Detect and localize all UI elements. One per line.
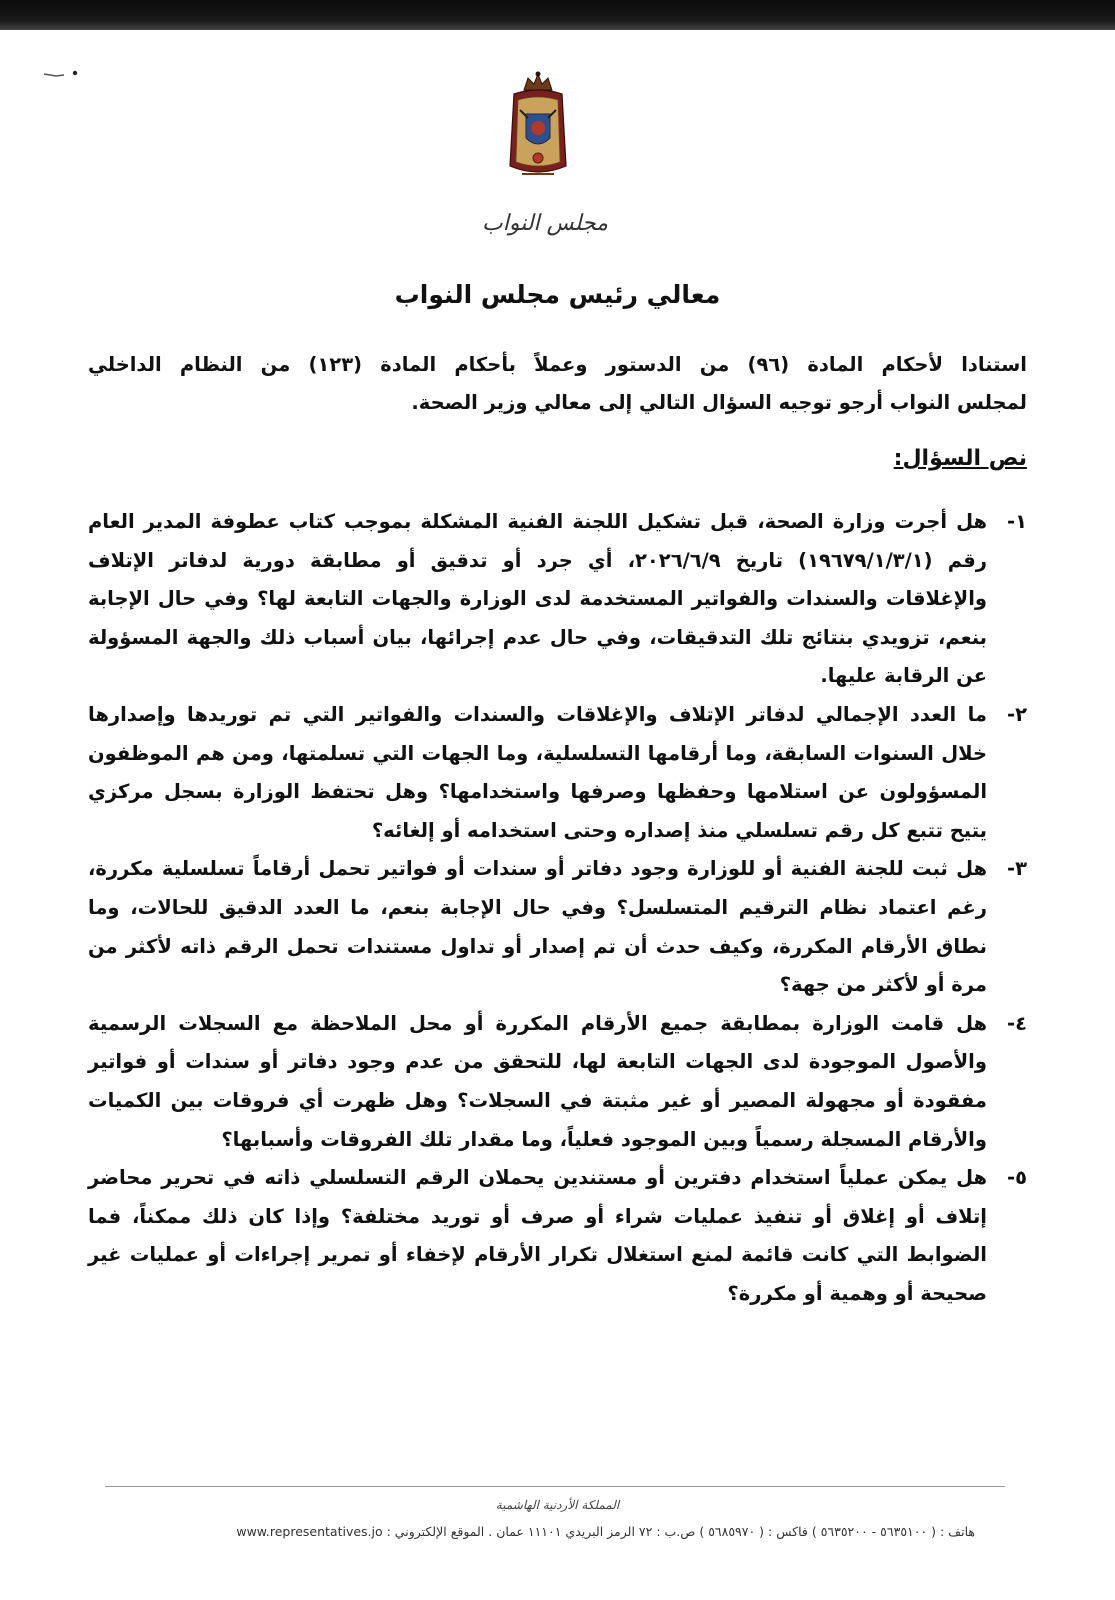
scan-speck-icon — [42, 70, 82, 78]
parliament-logo — [482, 200, 608, 244]
question-text: ما العدد الإجمالي لدفاتر الإتلاف والإغلاقات والسندات والفواتير التي تم توريدها وإصدارها خلال السنوات السابقة، وما أرقامها التسلسلية، وما الجهات التي تسلمتها، ومن هم الموظفون المسؤولون عن استلامها وحفظها وصرفها واستخدامها؟ وهل تحتفظ الوزارة بسجل مركزي يتيح تتبع كل رقم تسلسلي منذ إصداره وحتى استخدامه أو إلغائه؟ — [88, 702, 987, 842]
question-text: هل ثبت للجنة الفنية أو للوزارة وجود دفاتر أو سندات أو فواتير تحمل أرقاماً تسلسلية مكررة، رغم اعتماد نظام الترقيم المتسلسل؟ وفي حال الإجابة بنعم، ما العدد الدقيق للحالات، وما نطاق الأرقام المكررة، وكيف حدث أن تم إصدار أو تداول مستندات تحمل الرقم ذاته لأكثر من مرة أو لأكثر من جهة؟ — [88, 857, 987, 997]
question-list — [88, 503, 1027, 1313]
footer-kingdom-name: المملكة الأردنية الهاشمية — [495, 1498, 620, 1512]
question-item-5 — [88, 1159, 1027, 1313]
question-number: ٥- — [1007, 1166, 1027, 1190]
footer-contact-info: هاتف : ( ٥٦٣٥١٠٠ - ٥٦٣٥٢٠٠ ) فاكس : ( ٥٦٨٥٩٧٠ ) ص.ب : ٧٢ الرمز البريدي ١١١٠١ عمان . الموقع الإلكتروني : www.representatives.jo — [236, 1524, 975, 1539]
addressee-title: معالي رئيس مجلس النواب — [394, 280, 721, 309]
intro-line-1: استنادا لأحكام المادة (٩٦) من الدستور وعملاً بأحكام المادة (١٢٣) من النظام الداخلي — [88, 353, 1027, 376]
question-text: هل قامت الوزارة بمطابقة جميع الأرقام المكررة أو محل الملاحظة مع السجلات الرسمية والأصول الموجودة لدى الجهات التابعة لها، للتحقق من عدم وجود دفاتر أو سندات أو فواتير مفقودة أو مجهولة المصير أو غير مثبتة في السجلات؟ وهل ظهرت أي فروقات بين الكميات والأرقام المسجلة رسمياً وبين الموجود فعلياً، وما مقدار تلك الفروقات وأسبابها؟ — [88, 1011, 987, 1151]
question-number: ٤- — [1007, 1011, 1027, 1035]
question-number: ٣- — [1007, 857, 1027, 881]
scan-top-border — [0, 0, 1115, 30]
question-number: ٢- — [1007, 702, 1027, 726]
footer-divider — [105, 1486, 1005, 1487]
intro-paragraph — [88, 346, 1027, 422]
question-text: هل يمكن عملياً استخدام دفترين أو مستندين يحملان الرقم التسلسلي ذاته في تحرير محاضر إتلاف أو إغلاق أو تنفيذ عمليات شراء أو صرف أو توريد مختلفة؟ وإذا كان ذلك ممكناً، فما الضوابط التي كانت قائمة لمنع استغلال تكرار الأرقام لإخفاء أو تمرير إجراءات أو عمليات غير صحيحة أو وهمية أو مكررة؟ — [88, 1166, 987, 1305]
question-number: ١- — [1007, 510, 1027, 533]
question-text: هل أجرت وزارة الصحة، قبل تشكيل اللجنة الفنية المشكلة بموجب كتاب عطوفة المدير العام رقم (١٩٦٧٩/١/٣/١) تاريخ ٢٠٢٦/٦/٩، أي جرد أو تدقيق أو مطابقة دورية لدفاتر الإتلاف والإغلاقات والسندات والفواتير المستخدمة لدى الوزارة والجهات التابعة لها؟ وفي حال الإجابة بنعم، تزويدي بنتائج تلك التدقيقات، وفي حال عدم إجرائها، بيان أسباب ذلك والجهة المسؤولة عن الرقابة عليها. — [88, 510, 987, 688]
question-item-1 — [88, 503, 1027, 696]
parliament-logo-text: مجلس النواب — [482, 211, 608, 236]
question-item-2 — [88, 696, 1027, 850]
intro-line-2: لمجلس النواب أرجو توجيه السؤال التالي إلى معالي وزير الصحة. — [411, 391, 1027, 414]
question-item-4 — [88, 1005, 1027, 1159]
royal-crest-icon — [504, 70, 572, 182]
question-heading: نص السؤال: — [893, 446, 1027, 471]
question-item-3 — [88, 850, 1027, 1004]
